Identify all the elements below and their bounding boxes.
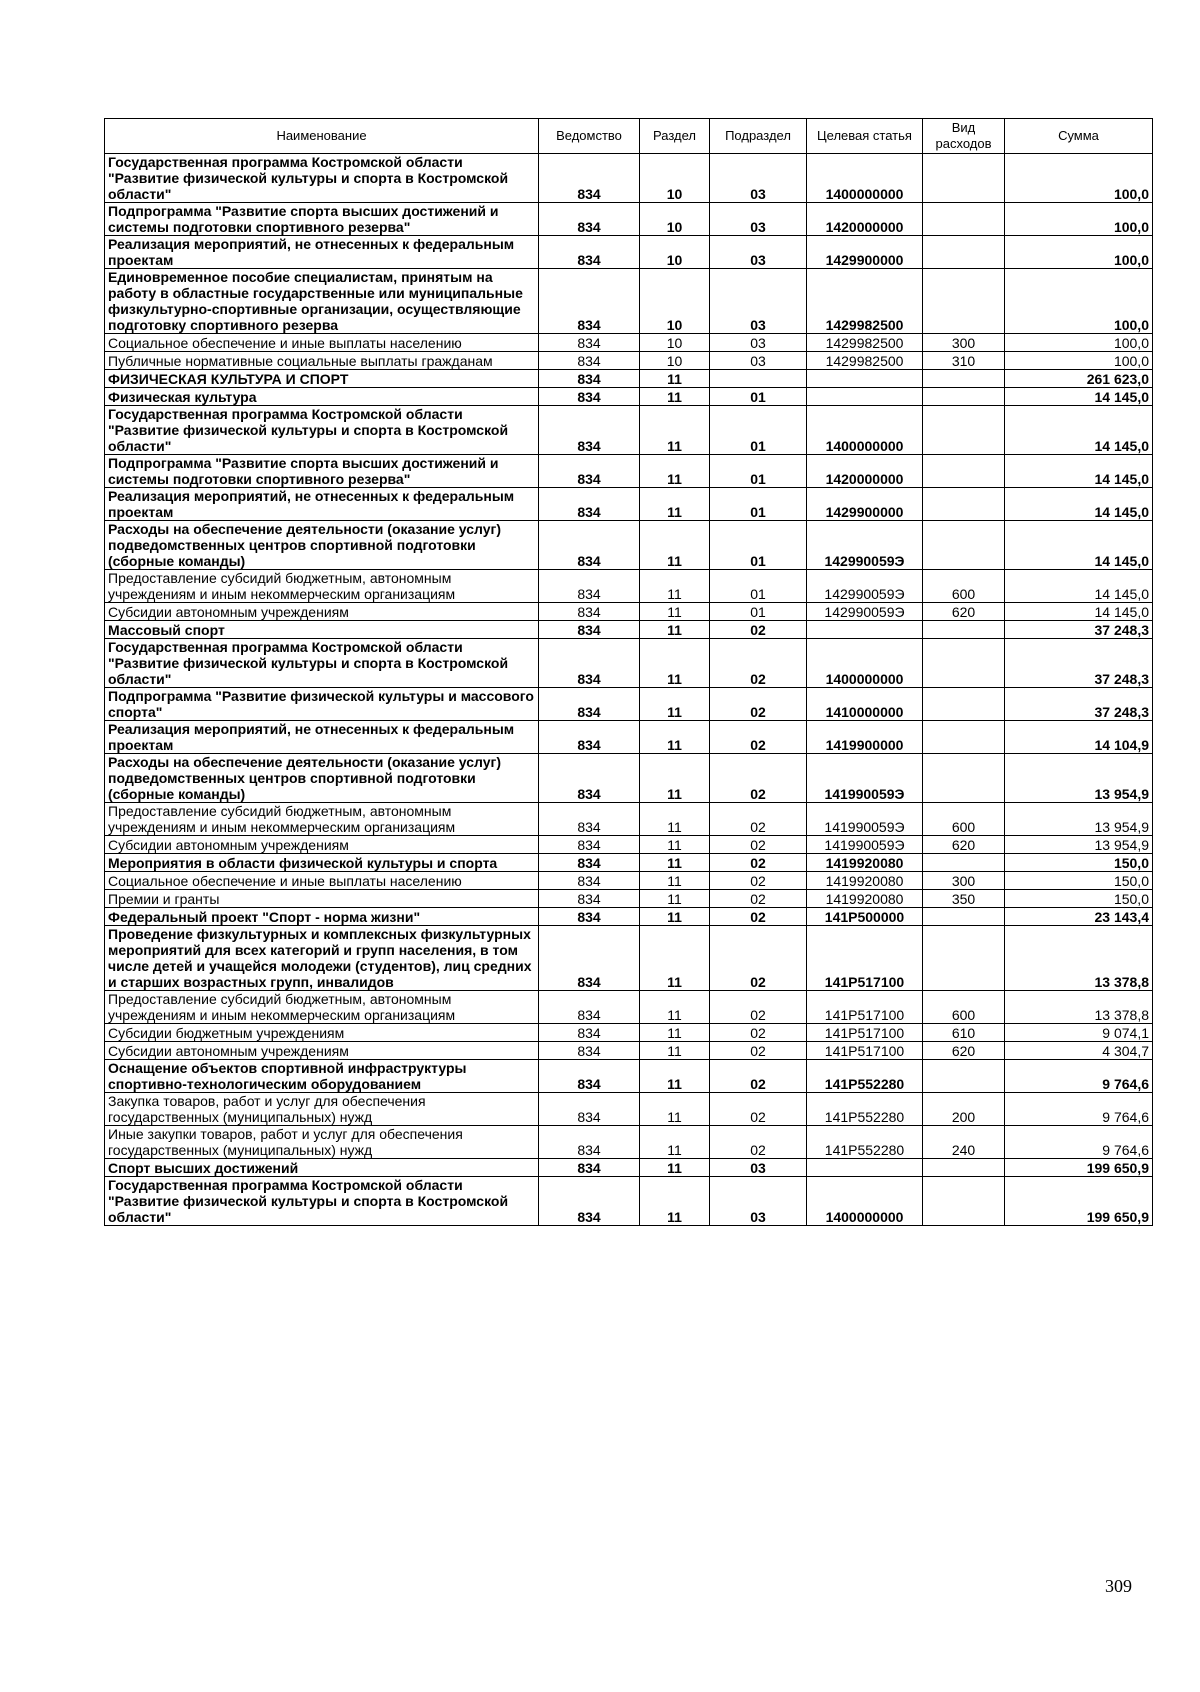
cell-ved: 834 xyxy=(539,406,640,455)
cell-name: Реализация мероприятий, не отнесенных к федеральным проектам xyxy=(105,721,539,754)
table-row xyxy=(105,991,1153,1024)
cell-ved: 834 xyxy=(539,621,640,639)
cell-cel: 141Р517100 xyxy=(807,1042,923,1060)
cell-podrazdel: 02 xyxy=(710,926,807,991)
cell-name: Закупка товаров, работ и услуг для обеспечения государственных (муниципальных) нужд xyxy=(105,1093,539,1126)
table-row xyxy=(105,1042,1153,1060)
table-row xyxy=(105,1126,1153,1159)
cell-summa: 37 248,3 xyxy=(1005,621,1153,639)
cell-summa: 13 378,8 xyxy=(1005,926,1153,991)
cell-cel: 1400000000 xyxy=(807,1177,923,1226)
cell-podrazdel: 01 xyxy=(710,570,807,603)
cell-ved: 834 xyxy=(539,570,640,603)
cell-cel: 1400000000 xyxy=(807,406,923,455)
cell-name: Подпрограмма "Развитие физической культуры и массового спорта" xyxy=(105,688,539,721)
cell-razdel: 11 xyxy=(640,1177,710,1226)
cell-ved: 834 xyxy=(539,269,640,334)
cell-vid: 620 xyxy=(923,1042,1005,1060)
cell-podrazdel: 03 xyxy=(710,154,807,203)
cell-cel: 142990059Э xyxy=(807,570,923,603)
cell-podrazdel: 03 xyxy=(710,334,807,352)
cell-podrazdel: 02 xyxy=(710,908,807,926)
cell-cel: 141Р517100 xyxy=(807,991,923,1024)
cell-cel: 1419920080 xyxy=(807,890,923,908)
cell-ved: 834 xyxy=(539,370,640,388)
cell-podrazdel: 02 xyxy=(710,621,807,639)
cell-razdel: 11 xyxy=(640,603,710,621)
cell-ved: 834 xyxy=(539,455,640,488)
cell-vid xyxy=(923,754,1005,803)
cell-summa: 14 145,0 xyxy=(1005,455,1153,488)
cell-ved: 834 xyxy=(539,1126,640,1159)
cell-cel: 1420000000 xyxy=(807,455,923,488)
cell-razdel: 11 xyxy=(640,1093,710,1126)
cell-vid: 620 xyxy=(923,603,1005,621)
table-row xyxy=(105,334,1153,352)
cell-podrazdel: 02 xyxy=(710,872,807,890)
cell-razdel: 10 xyxy=(640,203,710,236)
cell-vid xyxy=(923,721,1005,754)
table-row xyxy=(105,521,1153,570)
cell-cel xyxy=(807,1159,923,1177)
header-razdel: Раздел xyxy=(640,119,710,154)
cell-podrazdel: 01 xyxy=(710,521,807,570)
cell-podrazdel: 03 xyxy=(710,203,807,236)
cell-vid xyxy=(923,455,1005,488)
cell-cel: 141Р552280 xyxy=(807,1060,923,1093)
cell-summa: 150,0 xyxy=(1005,890,1153,908)
cell-cel: 1420000000 xyxy=(807,203,923,236)
table-row xyxy=(105,1060,1153,1093)
cell-cel: 1419920080 xyxy=(807,854,923,872)
cell-name: Государственная программа Костромской области "Развитие физической культуры и спорта в Костромской области" xyxy=(105,406,539,455)
cell-name: Государственная программа Костромской области "Развитие физической культуры и спорта в Костромской области" xyxy=(105,639,539,688)
cell-cel: 141990059Э xyxy=(807,803,923,836)
cell-vid xyxy=(923,406,1005,455)
page-number: 309 xyxy=(1105,1576,1132,1596)
cell-razdel: 11 xyxy=(640,890,710,908)
header-ved: Ведомство xyxy=(539,119,640,154)
table-row xyxy=(105,621,1153,639)
cell-vid: 300 xyxy=(923,334,1005,352)
cell-vid: 310 xyxy=(923,352,1005,370)
cell-razdel: 11 xyxy=(640,991,710,1024)
cell-razdel: 11 xyxy=(640,639,710,688)
cell-name: Спорт высших достижений xyxy=(105,1159,539,1177)
cell-podrazdel xyxy=(710,370,807,388)
cell-ved: 834 xyxy=(539,836,640,854)
cell-vid xyxy=(923,236,1005,269)
table-row xyxy=(105,836,1153,854)
cell-razdel: 11 xyxy=(640,854,710,872)
cell-cel: 141990059Э xyxy=(807,836,923,854)
cell-name: Подпрограмма "Развитие спорта высших достижений и системы подготовки спортивного резерва" xyxy=(105,203,539,236)
table-row xyxy=(105,926,1153,991)
cell-summa: 4 304,7 xyxy=(1005,1042,1153,1060)
cell-ved: 834 xyxy=(539,203,640,236)
cell-summa: 13 954,9 xyxy=(1005,803,1153,836)
cell-razdel: 11 xyxy=(640,1024,710,1042)
cell-cel: 1429982500 xyxy=(807,352,923,370)
cell-vid xyxy=(923,908,1005,926)
cell-name: Расходы на обеспечение деятельности (оказание услуг) подведомственных центров спортивной подготовки (сборные команды) xyxy=(105,754,539,803)
cell-summa: 100,0 xyxy=(1005,236,1153,269)
cell-razdel: 11 xyxy=(640,1060,710,1093)
cell-podrazdel: 01 xyxy=(710,388,807,406)
header-cel: Целевая статья xyxy=(807,119,923,154)
table-row xyxy=(105,688,1153,721)
cell-cel: 141Р517100 xyxy=(807,926,923,991)
cell-cel: 141Р552280 xyxy=(807,1126,923,1159)
cell-ved: 834 xyxy=(539,991,640,1024)
table-row xyxy=(105,603,1153,621)
cell-podrazdel: 02 xyxy=(710,1126,807,1159)
cell-ved: 834 xyxy=(539,890,640,908)
cell-name: ФИЗИЧЕСКАЯ КУЛЬТУРА И СПОРТ xyxy=(105,370,539,388)
cell-vid xyxy=(923,688,1005,721)
budget-table xyxy=(104,118,1153,1226)
cell-vid: 240 xyxy=(923,1126,1005,1159)
cell-cel: 1419920080 xyxy=(807,872,923,890)
table-row xyxy=(105,872,1153,890)
table-row xyxy=(105,908,1153,926)
cell-name: Субсидии автономным учреждениям xyxy=(105,836,539,854)
header-vid: Вид расходов xyxy=(923,119,1005,154)
cell-podrazdel: 02 xyxy=(710,1042,807,1060)
cell-name: Иные закупки товаров, работ и услуг для обеспечения государственных (муниципальных) нужд xyxy=(105,1126,539,1159)
cell-vid xyxy=(923,269,1005,334)
cell-cel: 141Р500000 xyxy=(807,908,923,926)
table-row xyxy=(105,488,1153,521)
cell-name: Мероприятия в области физической культуры и спорта xyxy=(105,854,539,872)
cell-ved: 834 xyxy=(539,926,640,991)
cell-ved: 834 xyxy=(539,1042,640,1060)
cell-vid xyxy=(923,203,1005,236)
cell-ved: 834 xyxy=(539,1177,640,1226)
cell-ved: 834 xyxy=(539,1093,640,1126)
cell-ved: 834 xyxy=(539,603,640,621)
table-row xyxy=(105,639,1153,688)
table-row xyxy=(105,890,1153,908)
cell-podrazdel: 02 xyxy=(710,836,807,854)
table-row xyxy=(105,854,1153,872)
cell-name: Социальное обеспечение и иные выплаты населению xyxy=(105,334,539,352)
cell-razdel: 11 xyxy=(640,455,710,488)
cell-cel: 141Р552280 xyxy=(807,1093,923,1126)
cell-cel: 1400000000 xyxy=(807,154,923,203)
cell-podrazdel: 02 xyxy=(710,854,807,872)
cell-vid: 610 xyxy=(923,1024,1005,1042)
table-row xyxy=(105,1159,1153,1177)
cell-ved: 834 xyxy=(539,334,640,352)
cell-podrazdel: 02 xyxy=(710,688,807,721)
cell-name: Подпрограмма "Развитие спорта высших достижений и системы подготовки спортивного резерва" xyxy=(105,455,539,488)
cell-summa: 13 954,9 xyxy=(1005,836,1153,854)
cell-vid: 620 xyxy=(923,836,1005,854)
cell-razdel: 10 xyxy=(640,236,710,269)
cell-cel: 1429900000 xyxy=(807,488,923,521)
cell-podrazdel: 03 xyxy=(710,1177,807,1226)
cell-name: Физическая культура xyxy=(105,388,539,406)
cell-ved: 834 xyxy=(539,154,640,203)
cell-podrazdel: 01 xyxy=(710,455,807,488)
cell-name: Государственная программа Костромской области "Развитие физической культуры и спорта в Костромской области" xyxy=(105,154,539,203)
cell-name: Оснащение объектов спортивной инфраструктуры спортивно-технологическим оборудованием xyxy=(105,1060,539,1093)
cell-vid xyxy=(923,154,1005,203)
table-row xyxy=(105,269,1153,334)
cell-podrazdel: 03 xyxy=(710,1159,807,1177)
table-row xyxy=(105,754,1153,803)
cell-cel: 1400000000 xyxy=(807,639,923,688)
cell-razdel: 11 xyxy=(640,836,710,854)
cell-summa: 14 145,0 xyxy=(1005,603,1153,621)
cell-podrazdel: 01 xyxy=(710,488,807,521)
cell-ved: 834 xyxy=(539,639,640,688)
cell-vid xyxy=(923,521,1005,570)
cell-summa: 23 143,4 xyxy=(1005,908,1153,926)
table-row xyxy=(105,388,1153,406)
cell-vid: 600 xyxy=(923,991,1005,1024)
cell-ved: 834 xyxy=(539,236,640,269)
cell-razdel: 11 xyxy=(640,406,710,455)
cell-cel: 142990059Э xyxy=(807,603,923,621)
cell-summa: 100,0 xyxy=(1005,269,1153,334)
cell-podrazdel: 03 xyxy=(710,352,807,370)
table-body xyxy=(105,154,1153,1226)
cell-ved: 834 xyxy=(539,854,640,872)
cell-razdel: 11 xyxy=(640,908,710,926)
cell-razdel: 11 xyxy=(640,688,710,721)
table-row xyxy=(105,352,1153,370)
cell-vid xyxy=(923,388,1005,406)
cell-cel: 1429982500 xyxy=(807,269,923,334)
cell-summa: 14 145,0 xyxy=(1005,521,1153,570)
cell-vid: 600 xyxy=(923,803,1005,836)
cell-summa: 100,0 xyxy=(1005,203,1153,236)
table-row xyxy=(105,455,1153,488)
cell-podrazdel: 02 xyxy=(710,1024,807,1042)
table-header xyxy=(105,119,1153,154)
cell-summa: 100,0 xyxy=(1005,352,1153,370)
table-row xyxy=(105,406,1153,455)
cell-name: Субсидии бюджетным учреждениям xyxy=(105,1024,539,1042)
cell-razdel: 11 xyxy=(640,926,710,991)
cell-name: Субсидии автономным учреждениям xyxy=(105,1042,539,1060)
cell-name: Субсидии автономным учреждениям xyxy=(105,603,539,621)
table-row xyxy=(105,1024,1153,1042)
cell-cel: 1429982500 xyxy=(807,334,923,352)
cell-razdel: 11 xyxy=(640,803,710,836)
cell-cel: 142990059Э xyxy=(807,521,923,570)
cell-razdel: 10 xyxy=(640,269,710,334)
cell-cel xyxy=(807,370,923,388)
cell-vid xyxy=(923,926,1005,991)
cell-razdel: 11 xyxy=(640,754,710,803)
cell-name: Социальное обеспечение и иные выплаты населению xyxy=(105,872,539,890)
table-row xyxy=(105,370,1153,388)
cell-name: Расходы на обеспечение деятельности (оказание услуг) подведомственных центров спортивной подготовки (сборные команды) xyxy=(105,521,539,570)
cell-name: Единовременное пособие специалистам, принятым на работу в областные государственные или муниципальные физкультурно-спортивные организации, осуществляющие подготовку спортивного резерва xyxy=(105,269,539,334)
table-row xyxy=(105,236,1153,269)
cell-cel: 141Р517100 xyxy=(807,1024,923,1042)
cell-name: Предоставление субсидий бюджетным, автономным учреждениям и иным некоммерческим организациям xyxy=(105,803,539,836)
cell-ved: 834 xyxy=(539,1024,640,1042)
cell-summa: 9 764,6 xyxy=(1005,1093,1153,1126)
cell-summa: 9 074,1 xyxy=(1005,1024,1153,1042)
cell-name: Реализация мероприятий, не отнесенных к федеральным проектам xyxy=(105,236,539,269)
cell-name: Публичные нормативные социальные выплаты гражданам xyxy=(105,352,539,370)
cell-ved: 834 xyxy=(539,1159,640,1177)
cell-ved: 834 xyxy=(539,521,640,570)
cell-podrazdel: 01 xyxy=(710,406,807,455)
cell-summa: 14 145,0 xyxy=(1005,488,1153,521)
cell-summa: 14 104,9 xyxy=(1005,721,1153,754)
cell-name: Предоставление субсидий бюджетным, автономным учреждениям и иным некоммерческим организациям xyxy=(105,570,539,603)
cell-cel xyxy=(807,621,923,639)
header-summa: Сумма xyxy=(1005,119,1153,154)
cell-ved: 834 xyxy=(539,388,640,406)
cell-razdel: 11 xyxy=(640,570,710,603)
cell-ved: 834 xyxy=(539,872,640,890)
cell-vid: 350 xyxy=(923,890,1005,908)
cell-ved: 834 xyxy=(539,754,640,803)
cell-podrazdel: 02 xyxy=(710,803,807,836)
cell-name: Предоставление субсидий бюджетным, автономным учреждениям и иным некоммерческим организациям xyxy=(105,991,539,1024)
cell-summa: 199 650,9 xyxy=(1005,1159,1153,1177)
cell-ved: 834 xyxy=(539,803,640,836)
cell-vid: 300 xyxy=(923,872,1005,890)
cell-razdel: 11 xyxy=(640,621,710,639)
cell-summa: 37 248,3 xyxy=(1005,639,1153,688)
cell-podrazdel: 02 xyxy=(710,639,807,688)
cell-podrazdel: 02 xyxy=(710,991,807,1024)
cell-summa: 9 764,6 xyxy=(1005,1060,1153,1093)
cell-summa: 13 954,9 xyxy=(1005,754,1153,803)
cell-ved: 834 xyxy=(539,688,640,721)
cell-vid xyxy=(923,639,1005,688)
cell-summa: 199 650,9 xyxy=(1005,1177,1153,1226)
cell-summa: 14 145,0 xyxy=(1005,570,1153,603)
cell-cel: 1410000000 xyxy=(807,688,923,721)
cell-name: Реализация мероприятий, не отнесенных к федеральным проектам xyxy=(105,488,539,521)
cell-razdel: 11 xyxy=(640,1159,710,1177)
cell-summa: 9 764,6 xyxy=(1005,1126,1153,1159)
cell-summa: 14 145,0 xyxy=(1005,406,1153,455)
cell-ved: 834 xyxy=(539,352,640,370)
cell-razdel: 11 xyxy=(640,872,710,890)
table-row xyxy=(105,154,1153,203)
header-name: Наименование xyxy=(105,119,539,154)
cell-summa: 100,0 xyxy=(1005,154,1153,203)
cell-cel: 141990059Э xyxy=(807,754,923,803)
cell-vid xyxy=(923,370,1005,388)
table-row xyxy=(105,570,1153,603)
cell-vid xyxy=(923,1159,1005,1177)
table-row xyxy=(105,203,1153,236)
cell-razdel: 10 xyxy=(640,334,710,352)
cell-vid xyxy=(923,488,1005,521)
cell-vid xyxy=(923,854,1005,872)
cell-podrazdel: 02 xyxy=(710,890,807,908)
cell-razdel: 11 xyxy=(640,488,710,521)
cell-podrazdel: 02 xyxy=(710,1060,807,1093)
cell-podrazdel: 02 xyxy=(710,1093,807,1126)
cell-vid xyxy=(923,621,1005,639)
cell-ved: 834 xyxy=(539,1060,640,1093)
table-row xyxy=(105,803,1153,836)
cell-vid xyxy=(923,1060,1005,1093)
cell-summa: 150,0 xyxy=(1005,854,1153,872)
cell-summa: 261 623,0 xyxy=(1005,370,1153,388)
header-row xyxy=(105,119,1153,154)
cell-name: Массовый спорт xyxy=(105,621,539,639)
table-row xyxy=(105,1177,1153,1226)
cell-razdel: 11 xyxy=(640,1042,710,1060)
cell-razdel: 11 xyxy=(640,521,710,570)
cell-razdel: 10 xyxy=(640,352,710,370)
cell-summa: 37 248,3 xyxy=(1005,688,1153,721)
cell-summa: 100,0 xyxy=(1005,334,1153,352)
cell-podrazdel: 03 xyxy=(710,269,807,334)
cell-podrazdel: 03 xyxy=(710,236,807,269)
cell-ved: 834 xyxy=(539,488,640,521)
cell-name: Государственная программа Костромской области "Развитие физической культуры и спорта в Костромской области" xyxy=(105,1177,539,1226)
table-row xyxy=(105,1093,1153,1126)
cell-vid: 600 xyxy=(923,570,1005,603)
cell-name: Федеральный проект "Спорт - норма жизни" xyxy=(105,908,539,926)
cell-summa: 150,0 xyxy=(1005,872,1153,890)
cell-ved: 834 xyxy=(539,721,640,754)
header-podrazdel: Подраздел xyxy=(710,119,807,154)
cell-name: Проведение физкультурных и комплексных физкультурных мероприятий для всех категорий и групп населения, в том числе детей и учащейся молодежи (студентов), лиц средних и старших возрастных групп, инвалидов xyxy=(105,926,539,991)
cell-podrazdel: 02 xyxy=(710,721,807,754)
cell-podrazdel: 02 xyxy=(710,754,807,803)
cell-ved: 834 xyxy=(539,908,640,926)
cell-summa: 13 378,8 xyxy=(1005,991,1153,1024)
cell-razdel: 11 xyxy=(640,370,710,388)
cell-vid: 200 xyxy=(923,1093,1005,1126)
cell-razdel: 11 xyxy=(640,721,710,754)
cell-vid xyxy=(923,1177,1005,1226)
cell-name: Премии и гранты xyxy=(105,890,539,908)
table-row xyxy=(105,721,1153,754)
cell-razdel: 10 xyxy=(640,154,710,203)
cell-razdel: 11 xyxy=(640,1126,710,1159)
cell-cel: 1419900000 xyxy=(807,721,923,754)
cell-razdel: 11 xyxy=(640,388,710,406)
cell-summa: 14 145,0 xyxy=(1005,388,1153,406)
cell-cel: 1429900000 xyxy=(807,236,923,269)
cell-podrazdel: 01 xyxy=(710,603,807,621)
cell-cel xyxy=(807,388,923,406)
